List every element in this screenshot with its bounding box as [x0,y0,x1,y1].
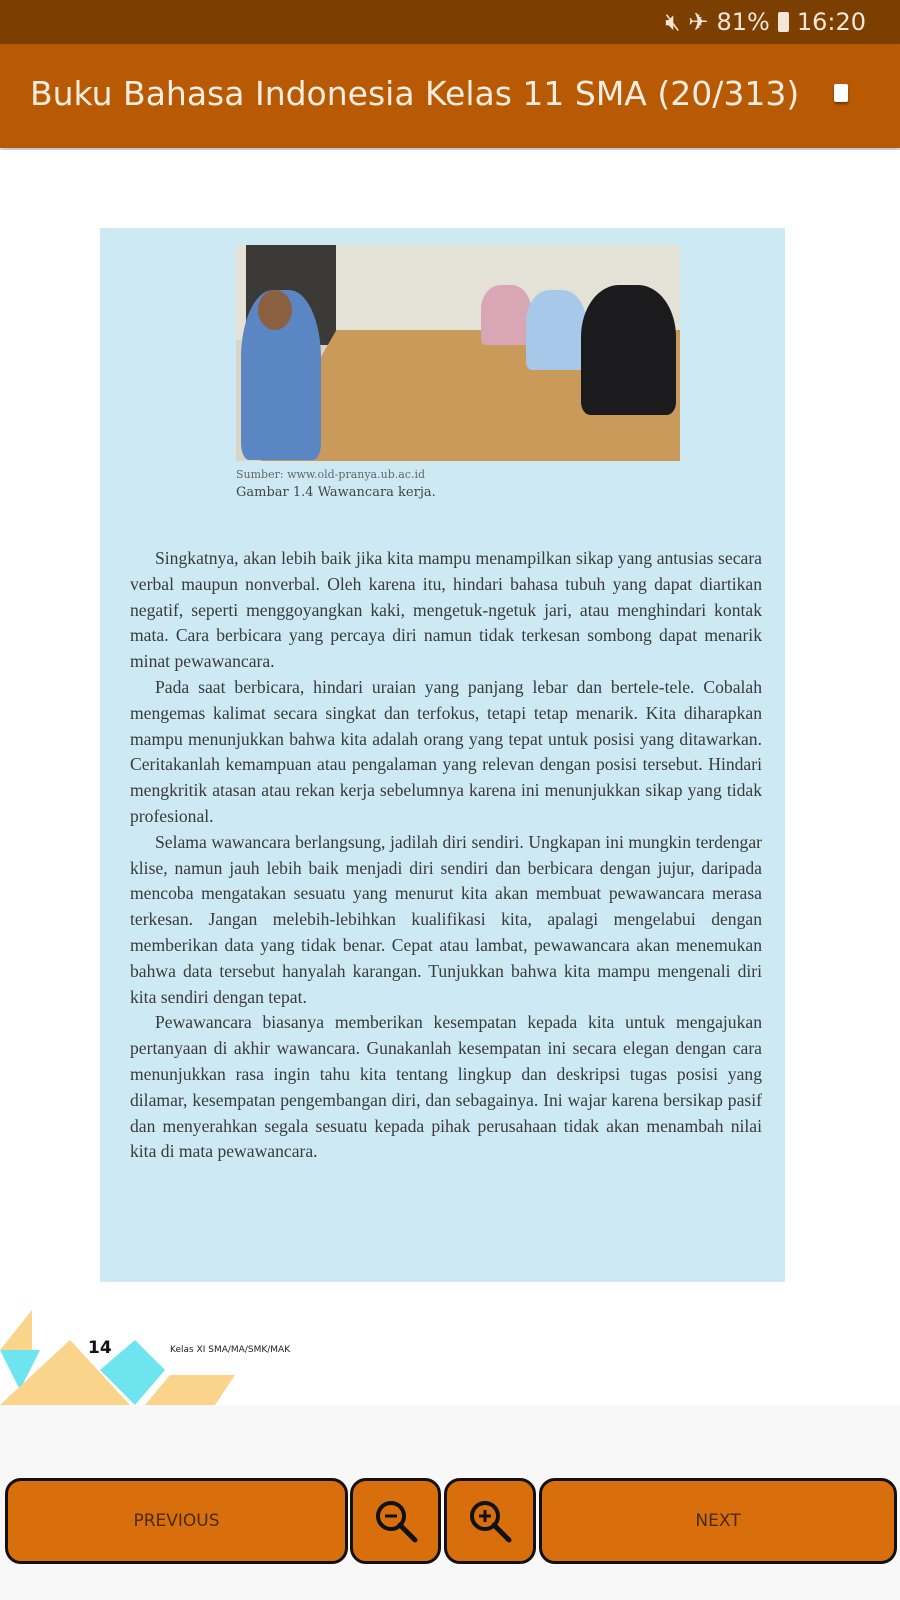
previous-label: PREVIOUS [133,1511,220,1531]
airplane-icon: ✈ [688,8,709,36]
previous-button[interactable] [5,1478,348,1564]
footer-decoration [0,1310,240,1410]
status-bar [0,0,900,44]
next-button[interactable] [539,1478,897,1564]
zoom-out-icon [371,1496,421,1546]
battery-percent: 81% [716,8,770,36]
interview-photo [236,245,680,461]
paragraph: Selama wawancara berlangsung, jadilah diri sendiri. Ungkapan ini mungkin terdengar klise, namun jauh lebih baik menjadi diri sendiri dan berbicara dengan jujur, daripada mencoba mengatakan sesuatu yang menurut kita akan membuat pewawancara merasa terkesan. Jangan melebih-lebihkan kualifikasi kita, apalagi mengelabui dengan memberikan data yang tidak benar. Cepat atau lambat, pewawancara akan menemukan bahwa data tersebut hanyalah karangan. Tunjukkan bahwa kita mampu mengenali diri kita sendiri dengan tepat. [130,831,762,1007]
paragraph: Pada saat berbicara, hindari uraian yang panjang lebar dan bertele-tele. Cobalah mengemas kalimat secara singkat dan terfokus, tetapi tetap menarik. Kita diharapkan mampu menunjukkan bahwa kita adalah orang yang tepat untuk posisi yang ditawarkan. Ceritakanlah kemampuan atau pengalaman yang relevan dengan posisi tersebut. Hindari mengkritik atasan atau rekan kerja sebelumnya karena ini menunjukkan sikap yang tidak profesional. [130,676,762,826]
content-box [100,228,785,1282]
zoom-in-button[interactable] [444,1478,536,1564]
figure-caption: Gambar 1.4 Wawancara kerja. [236,485,436,500]
mute-icon: 🔇︎ [665,8,681,36]
menu-button[interactable] [834,84,848,102]
app-bar [0,44,900,148]
battery-icon [778,12,789,32]
next-label: NEXT [695,1511,741,1531]
paragraph: Singkatnya, akan lebih baik jika kita mampu menampilkan sikap yang antusias secara verbal maupun nonverbal. Oleh karena itu, hindari bahasa tubuh yang dapat diartikan negatif, seperti menggoyangkan kaki, mengetuk-ngetuk jari, atau menghindari kontak mata. Cara berbicara yang percaya diri namun tidak terkesan sombong dapat menarik minat pewawancara. [130,548,762,672]
book-page [0,150,900,1405]
zoom-in-icon [465,1496,515,1546]
clock: 16:20 [796,8,866,36]
figure-source: Sumber: www.old-pranya.ub.ac.id [236,468,426,481]
footer-text: Kelas XI SMA/MA/SMK/MAK [170,1345,291,1355]
zoom-out-button[interactable] [350,1478,441,1564]
body-text [130,546,762,1165]
page-number: 14 [88,1338,112,1358]
paragraph: Pewawancara biasanya memberikan kesempatan kepada kita untuk mengajukan pertanyaan di akhir wawancara. Gunakanlah kesempatan ini secara elegan dengan cara menunjukkan rasa ingin tahu kita tentang lingkup dan deskripsi tugas posisi yang dilamar, kesempatan pengembangan diri, dan sebagainya. Ini wajar karena bersikap pasif dan menyerahkan segala sesuatu kepada pihak perusahaan tidak akan menambah nilai kita di mata pewawancara. [130,1012,762,1162]
app-title: Buku Bahasa Indonesia Kelas 11 SMA (20/313) [30,74,800,113]
